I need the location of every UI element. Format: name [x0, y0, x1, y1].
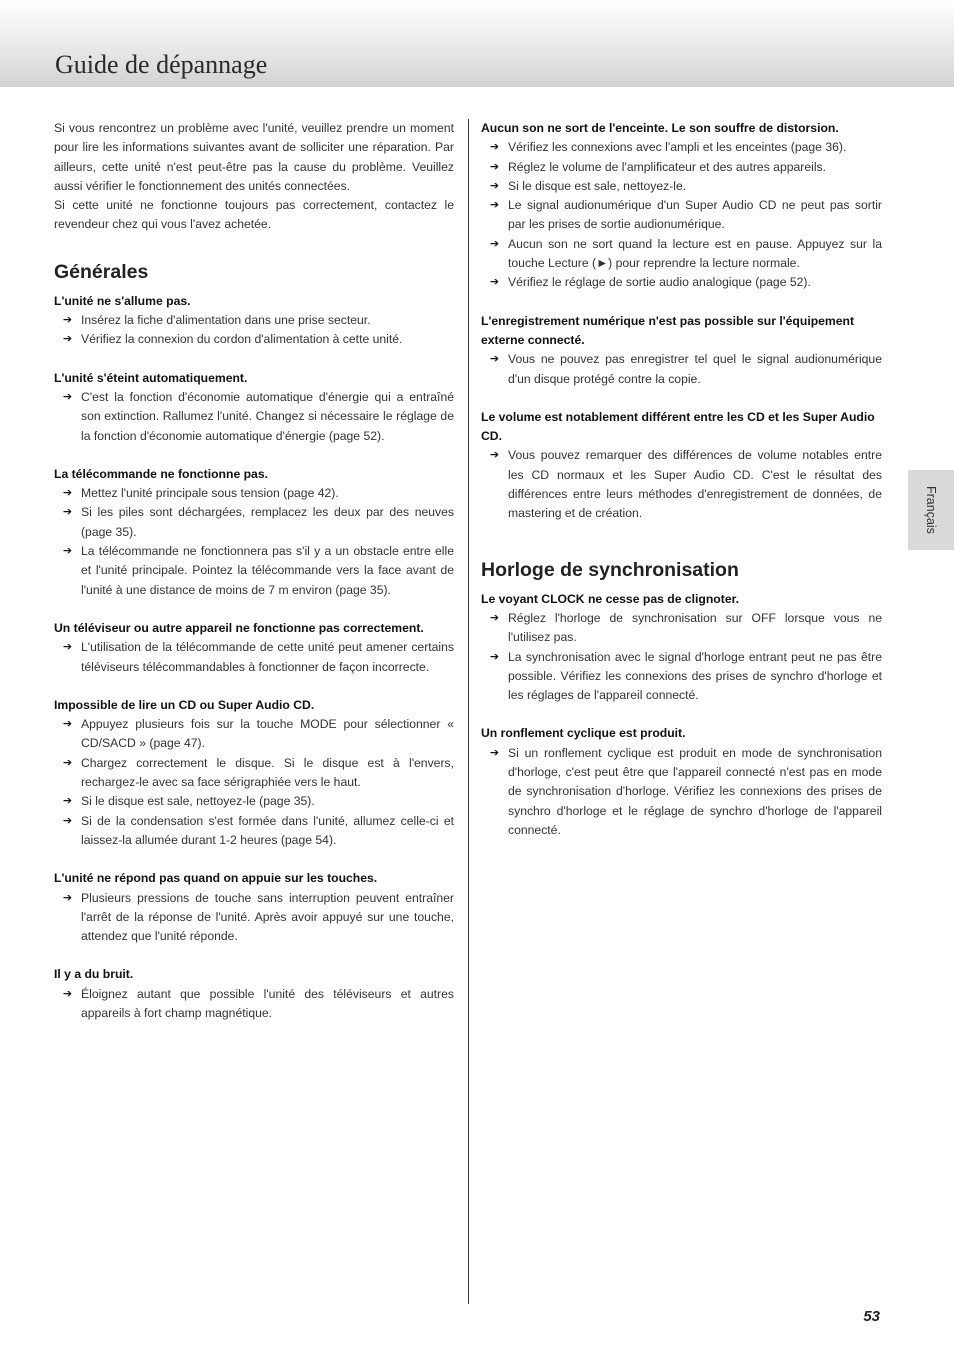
problem-title: Le voyant CLOCK ne cesse pas de clignoter. — [481, 591, 740, 606]
section-title-horloge: Horloge de synchronisation — [481, 558, 739, 581]
section-title-generales: Générales — [54, 260, 149, 283]
intro-paragraph: Si vous rencontrez un problème avec l'unité, veuillez prendre un moment pour lire les informations suivantes avant de solliciter une réparation. Par ailleurs, cette unité n'est peut-être pas la cause du problème. Veuillez aussi vérifier le fonctionnement des unités connectées. — [54, 121, 454, 193]
right-column — [481, 119, 882, 859]
trouble-item — [481, 724, 882, 840]
problem-title: Le volume est notablement différent entre les CD et les Super Audio CD. — [481, 409, 875, 444]
horloge-list — [481, 590, 882, 841]
trouble-item — [54, 619, 454, 677]
right-arrow-icon: ➔ — [489, 160, 500, 173]
solution-item — [54, 311, 454, 330]
solution-item — [481, 744, 882, 840]
right-arrow-icon: ➔ — [62, 641, 73, 654]
right-arrow-icon: ➔ — [489, 449, 500, 462]
problem-title: L'enregistrement numérique n'est pas possible sur l'équipement externe connecté. — [481, 313, 855, 347]
right-arrow-icon: ➔ — [489, 746, 500, 759]
problem-title: Impossible de lire un CD ou Super Audio CD. — [54, 697, 315, 712]
right-arrow-icon: ➔ — [489, 179, 500, 192]
right-arrow-icon: ➔ — [62, 756, 73, 769]
solution-text: Aucun son ne sort quand la lecture est en pause. Appuyez sur la touche Lecture (►) pour reprendre la lecture normale. — [508, 236, 882, 271]
solution-item — [481, 609, 882, 648]
problem-title: Aucun son ne sort de l'enceinte. Le son souffre de distorsion. — [481, 121, 839, 135]
language-label: Français — [924, 486, 938, 534]
audio-issues-list — [481, 119, 882, 524]
problem-title: Un téléviseur ou autre appareil ne fonctionne pas correctement. — [54, 620, 424, 635]
solution-text: Vous ne pouvez pas enregistrer tel quel le signal audionumérique d'un disque protégé contre la copie. — [508, 352, 882, 386]
solution-item — [481, 138, 882, 157]
problem-title: L'unité s'éteint automatiquement. — [54, 370, 248, 385]
solution-text: Vérifiez la connexion du cordon d'alimentation à cette unité. — [81, 332, 403, 347]
right-arrow-icon: ➔ — [489, 353, 500, 366]
solution-text: C'est la fonction d'économie automatique d'énergie qui a entraîné son extinction. Rallumez l'unité. Changez si nécessaire le réglage de la fonction d'économie automatique d'énergie (page 52). — [81, 389, 454, 443]
solution-item — [481, 446, 882, 523]
solution-item — [54, 715, 454, 754]
page-header — [0, 0, 954, 87]
solution-item — [481, 273, 882, 292]
right-arrow-icon: ➔ — [62, 891, 73, 904]
right-arrow-icon: ➔ — [62, 814, 73, 827]
trouble-item — [54, 369, 454, 446]
right-arrow-icon: ➔ — [62, 718, 73, 731]
solution-text: Chargez correctement le disque. Si le disque est à l'envers, rechargez-le avec sa face sérigraphiée vers le haut. — [81, 755, 454, 790]
solution-item — [54, 542, 454, 600]
language-tab — [908, 470, 954, 550]
solution-item — [481, 177, 882, 196]
solution-item — [54, 330, 454, 349]
right-arrow-icon: ➔ — [62, 795, 73, 808]
right-arrow-icon: ➔ — [489, 199, 500, 212]
solution-item — [481, 235, 882, 274]
solution-text: Le signal audionumérique d'un Super Audio CD ne peut pas sortir par les prises de sortie audionumérique. — [508, 198, 882, 232]
solution-text: Si le disque est sale, nettoyez-le (page 35). — [81, 794, 315, 809]
solution-text: Éloignez autant que possible l'unité des téléviseurs et autres appareils à fort champ magnétique. — [81, 986, 454, 1020]
solution-text: Si les piles sont déchargées, remplacez les deux par des neuves (page 35). — [81, 505, 454, 539]
solution-text: L'utilisation de la télécommande de cette unité peut amener certains téléviseurs télécommandables à fonctionner de façon incorrecte. — [81, 640, 454, 674]
problem-title: L'unité ne répond pas quand on appuie sur les touches. — [54, 871, 378, 886]
trouble-item — [481, 408, 882, 524]
solution-text: Vérifiez le réglage de sortie audio analogique (page 52). — [508, 275, 811, 290]
trouble-item — [481, 119, 882, 293]
problem-title: Un ronflement cyclique est produit. — [481, 726, 686, 741]
trouble-item — [481, 312, 882, 389]
solution-item — [481, 350, 882, 389]
solution-text: Si le disque est sale, nettoyez-le. — [508, 178, 687, 193]
intro-paragraph: Si cette unité ne fonctionne toujours pas correctement, contactez le revendeur chez qui vous l'avez achetée. — [54, 198, 454, 232]
solution-item — [54, 985, 454, 1024]
right-arrow-icon: ➔ — [489, 141, 500, 154]
right-arrow-icon: ➔ — [489, 276, 500, 289]
solution-item — [54, 792, 454, 811]
right-arrow-icon: ➔ — [62, 390, 73, 403]
right-arrow-icon: ➔ — [489, 237, 500, 250]
solution-text: Plusieurs pressions de touche sans interruption peuvent entraîner l'arrêt de la réponse de l'unité. Après avoir appuyé sur une touche, attendez que l'unité réponde. — [81, 890, 454, 944]
solution-text: La télécommande ne fonctionnera pas s'il y a un obstacle entre elle et l'unité principale. Pointez la télécommande vers la face avant de l'unité à une distance de moins de 7 m environ (page 35). — [81, 544, 454, 597]
solution-item — [54, 638, 454, 677]
problem-title: L'unité ne s'allume pas. — [54, 293, 191, 308]
solution-item — [54, 889, 454, 947]
right-arrow-icon: ➔ — [62, 333, 73, 346]
trouble-item — [54, 465, 454, 600]
solution-text: La synchronisation avec le signal d'horloge entrant peut ne pas être possible. Vérifiez les connexions des prises de synchro d'horloge et les réglages de l'appareil connecté. — [508, 649, 882, 703]
solution-item — [481, 648, 882, 706]
solution-item — [481, 158, 882, 177]
solution-text: Réglez l'horloge de synchronisation sur OFF lorsque vous ne l'utilisez pas. — [508, 610, 882, 645]
solution-text: Insérez la fiche d'alimentation dans une prise secteur. — [81, 313, 371, 328]
solution-item — [54, 754, 454, 793]
right-arrow-icon: ➔ — [62, 314, 73, 327]
solution-text: Si de la condensation s'est formée dans l'unité, allumez celle-ci et laissez-la allumée durant 1-2 heures (page 54). — [81, 813, 454, 847]
solution-text: Vous pouvez remarquer des différences de volume notables entre les CD normaux et les Super Audio CD. C'est le résultat des différences entre leurs méthodes d'enregistrement de données, de mastering et de création. — [508, 448, 882, 521]
right-arrow-icon: ➔ — [489, 611, 500, 624]
right-arrow-icon: ➔ — [489, 650, 500, 663]
trouble-item — [481, 590, 882, 706]
column-divider — [468, 119, 469, 1304]
solution-item — [481, 196, 882, 235]
problem-title: La télécommande ne fonctionne pas. — [54, 466, 269, 481]
trouble-item — [54, 696, 454, 850]
solution-text: Réglez le volume de l'amplificateur et des autres appareils. — [508, 159, 827, 174]
trouble-item — [54, 869, 454, 946]
problem-title: Il y a du bruit. — [54, 967, 134, 982]
left-column — [54, 119, 454, 1042]
right-arrow-icon: ➔ — [62, 506, 73, 519]
right-arrow-icon: ➔ — [62, 487, 73, 500]
trouble-item — [54, 965, 454, 1023]
right-arrow-icon: ➔ — [62, 987, 73, 1000]
solution-item — [54, 812, 454, 851]
solution-item — [54, 484, 454, 503]
intro — [54, 119, 454, 235]
page-title: Guide de dépannage — [55, 50, 268, 79]
generales-list — [54, 292, 454, 1024]
solution-text: Vérifiez les connexions avec l'ampli et les enceintes (page 36). — [508, 140, 847, 155]
solution-text: Appuyez plusieurs fois sur la touche MODE pour sélectionner « CD/SACD » (page 47). — [81, 717, 454, 751]
trouble-item — [54, 292, 454, 350]
solution-text: Si un ronflement cyclique est produit en mode de synchronisation d'horloge, c'est peut être que l'appareil connecté n'est pas en mode de synchronisation d'horloge. Vérifiez les connexions des prises de synchro d'horloge et le réglage de synchro d'horloge de l'appareil connecté. — [508, 745, 882, 837]
page-number: 53 — [863, 1308, 880, 1325]
right-arrow-icon: ➔ — [62, 545, 73, 558]
solution-text: Mettez l'unité principale sous tension (page 42). — [81, 486, 339, 501]
solution-item — [54, 388, 454, 446]
solution-item — [54, 503, 454, 542]
